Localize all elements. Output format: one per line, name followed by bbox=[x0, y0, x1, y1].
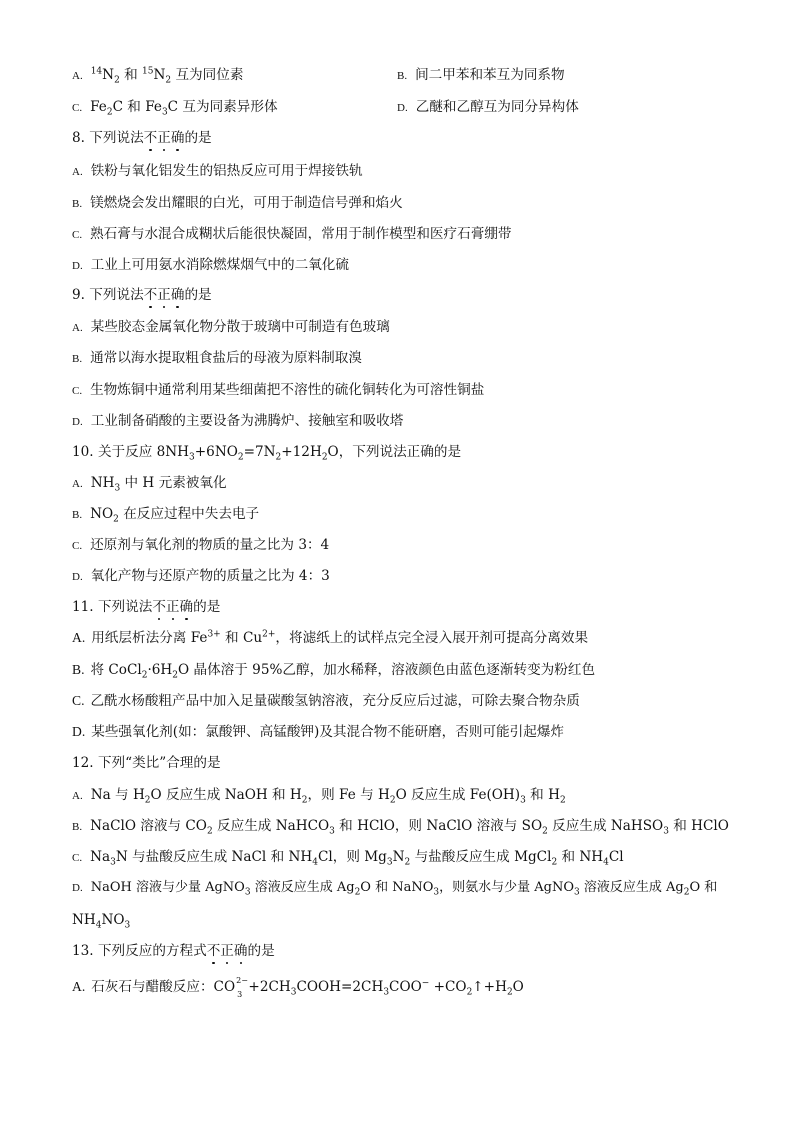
q11-option-b: B. 将 $CoCl_2\cdot 6H_2O$ 晶体溶于 95%乙醇，加水稀释，溶液颜色由蓝色逐渐转变为粉红色 bbox=[72, 662, 596, 681]
q7-option-a: A. $^{14}N_2$ 和 $^{15}N_2$ 互为同位素 bbox=[72, 66, 244, 86]
q9-option-d: D. 工业制备硝酸的主要设备为沸腾炉、接触室和吸收塔 bbox=[72, 413, 404, 429]
q11-option-c: C. 乙酰水杨酸粗产品中加入足量碳酸氢钠溶液，充分反应后过滤，可除去聚合物杂质 bbox=[72, 693, 580, 709]
q12-option-a: A. Na 与 $H_2O$ 反应生成 NaOH 和 $H_2$，则 Fe 与 $H_2O$ 反应生成 $Fe(OH)_3$ 和 $H_2$ bbox=[72, 787, 566, 806]
q10-option-b: B. $NO_2$ 在反应过程中失去电子 bbox=[72, 506, 260, 525]
q9-option-a: A. 某些胶态金属氧化物分散于玻璃中可制造有色玻璃 bbox=[72, 319, 390, 335]
q9-stem: 9. 下列说法不正确的是 bbox=[72, 287, 212, 303]
q12-option-b: B. NaClO 溶液与 $CO_2$ 反应生成 NaHCO$_3$ 和 HClO，则 NaClO 溶液与 $SO_2$ 反应生成 NaHSO$_3$ 和 HClO bbox=[72, 818, 729, 837]
q12-option-c: C. $Na_3N$ 与盐酸反应生成 NaCl 和 $NH_4Cl$，则 $Mg_3N_2$ 与盐酸反应生成 MgCl$_2$ 和 $NH_4Cl$ bbox=[72, 849, 624, 868]
q9-option-c: C. 生物炼铜中通常利用某些细菌把不溶性的硫化铜转化为可溶性铜盐 bbox=[72, 382, 485, 398]
q11-option-d: D. 某些强氧化剂(如：氯酸钾、高锰酸钾)及其混合物不能研磨，否则可能引起爆炸 bbox=[72, 724, 565, 740]
carbonate-charge: 2− 3 bbox=[236, 976, 248, 999]
q13-stem: 13. 下列反应的方程式不正确的是 bbox=[72, 943, 275, 959]
q13-option-a: A. 石灰石与醋酸反应：CO 2− 3 $+2CH_3COOH=2CH_3COO^-$ $+CO_2↑+H_2O$ bbox=[72, 976, 524, 999]
q10-option-d: D. 氧化产物与还原产物的质量之比为 4：3 bbox=[72, 568, 330, 584]
q10-stem: 10. 关于反应 $8NH_3+6NO_2=7N_2+12H_2O$，下列说法正确的是 bbox=[72, 444, 462, 463]
q8-stem: 8. 下列说法不正确的是 bbox=[72, 130, 212, 146]
q8-option-a: A. 铁粉与氧化铝发生的铝热反应可用于焊接铁轨 bbox=[72, 163, 363, 179]
q11-stem: 11. 下列说法不正确的是 bbox=[72, 599, 221, 615]
q11-option-a: A. 用纸层析法分离 $Fe^{3+}$ 和 $Cu^{2+}$，将滤纸上的试样点完全浸入展开剂可提高分离效果 bbox=[72, 629, 589, 646]
q12-stem: 12. 下列“类比”合理的是 bbox=[72, 755, 221, 771]
q9-option-b: B. 通常以海水提取粗食盐后的母液为原料制取溴 bbox=[72, 350, 362, 366]
q8-option-c: C. 熟石膏与水混合成糊状后能很快凝固，常用于制作模型和医疗石膏绷带 bbox=[72, 226, 512, 242]
q10-option-a: A. $NH_3$ 中 H 元素被氧化 bbox=[72, 475, 227, 494]
q7-option-c: C. $Fe_2C$ 和 $Fe_3C$ 互为同素异形体 bbox=[72, 99, 278, 118]
q8-option-d: D. 工业上可用氨水消除燃煤烟气中的二氧化硫 bbox=[72, 257, 349, 273]
q12-option-d-continued: $NH_4NO_3$ bbox=[72, 912, 131, 931]
q10-option-c: C. 还原剂与氧化剂的物质的量之比为 3：4 bbox=[72, 537, 330, 553]
q8-option-b: B. 镁燃烧会发出耀眼的白光，可用于制造信号弹和焰火 bbox=[72, 195, 403, 211]
q7-option-d: D. 乙醚和乙醇互为同分异构体 bbox=[397, 99, 579, 115]
q12-option-d: D. NaOH 溶液与少量 AgNO$_3$ 溶液反应生成 $Ag_2O$ 和 NaNO$_3$，则氨水与少量 AgNO$_3$ 溶液反应生成 $Ag_2O$ 和 bbox=[72, 880, 718, 898]
q7-option-b: B. 间二甲苯和苯互为同系物 bbox=[397, 67, 565, 83]
